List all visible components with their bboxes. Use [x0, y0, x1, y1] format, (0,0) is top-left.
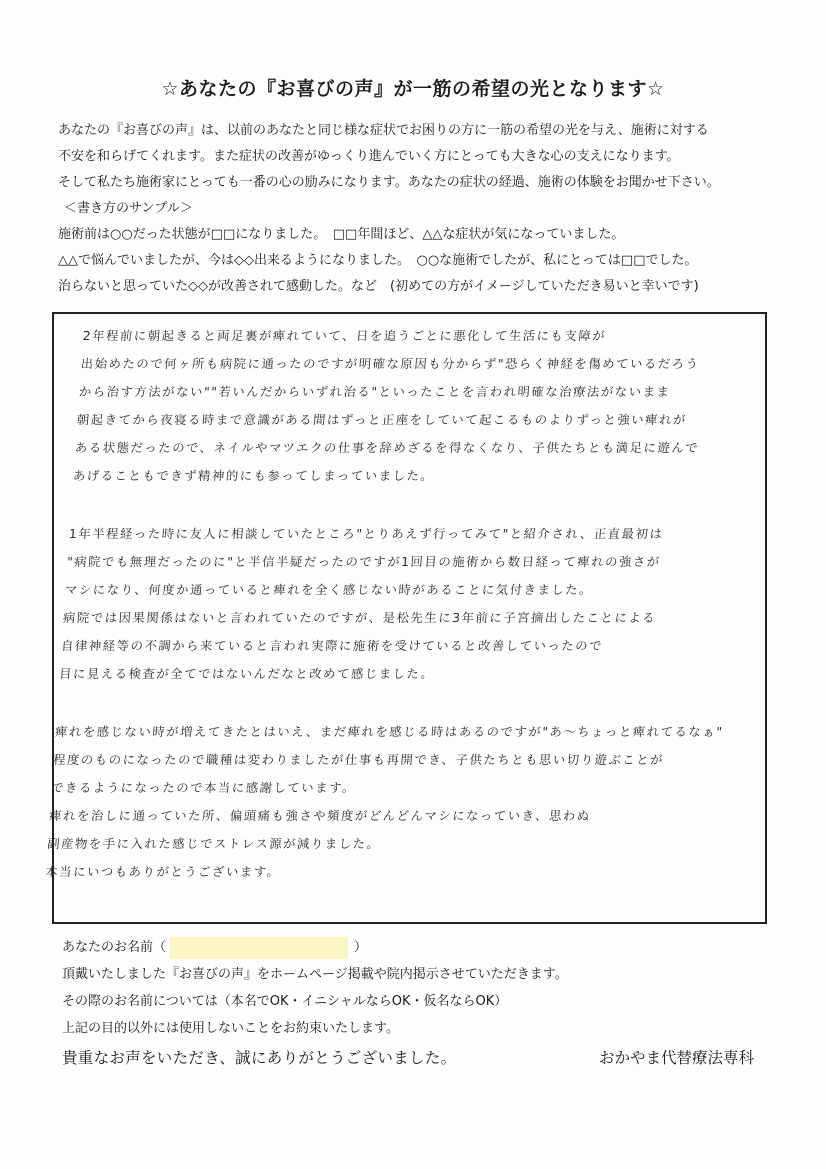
handwritten-line: 出始めたので何ヶ所も病院に通ったのですが明確な原因も分からず"恐らく神経を傷めているだろう — [80, 357, 701, 371]
intro-section — [58, 118, 778, 300]
handwritten-line: 自律神経等の不調から来ていると言われ実際に施術を受けていると改善していったので — [60, 639, 604, 653]
handwritten-line: 副産物を手に入れた感じでストレス源が減りました。 — [46, 837, 381, 851]
closing-section — [62, 1046, 762, 1068]
intro-line: そして私たち施術家にとっても一番の心の励みになります。あなたの症状の経過、施術の体験をお聞かせ下さい。 — [58, 175, 720, 190]
handwritten-line: ある状態だったので、ネイルやマツエクの仕事を辞めざるを得なくなり、子供たちとも満足に遊んで — [74, 441, 700, 455]
handwritten-line: マシになり、何度か通っていると痺れを全く感じない時があることに気付きました。 — [64, 583, 594, 597]
handwritten-line: 痺れを感じない時が増えてきたとはいえ、まだ痺れを感じる時はあるのですが"あ〜ちょっと痺れてるなぁ" — [54, 725, 724, 739]
handwritten-line: 痺れを治しに通っていた所、偏頭痛も強さや頻度がどんどんマシになっていき、思わぬ — [48, 809, 592, 823]
handwritten-line: 程度のものになったので職種は変わりましたが仕事も再開でき、子供たちとも思い切り遊ぶことが — [52, 753, 665, 767]
privacy-line: 上記の目的以外には使用しないことをお約束いたします。 — [62, 1021, 399, 1036]
sample-heading: ＜書き方のサンプル＞ — [64, 201, 193, 216]
testimonial-paragraph — [44, 718, 752, 886]
handwritten-line: 朝起きてから夜寝る時まで意識がある間はずっと正座をしていて起こるものよりずっと強い痺れが — [76, 413, 688, 427]
consent-line: 頂戴いたしました『お喜びの声』をホームページ掲載や院内掲示させていただきます。 — [62, 967, 568, 982]
closing-thanks: 貴重なお声をいただき、誠にありがとうございました。 — [62, 1049, 457, 1067]
name-policy-line: その際のお名前については（本名でOK・イニシャルならOK・仮名ならOK） — [62, 994, 508, 1009]
handwritten-line: 病院では因果関係はないと言われていたのですが、是松先生に3年前に子宮摘出したことによる — [62, 611, 657, 625]
sample-line: 治らないと思っていた◇◇が改善されて感動した。など (初めての方がイメージしていただき易いと幸いです) — [58, 279, 699, 294]
page-title: ☆あなたの『お喜びの声』が一筋の希望の光となります☆ — [161, 78, 665, 100]
handwritten-line: から治す方法がない""若いんだからいずれ治る"といったことを言われ明確な治療法がないまま — [78, 385, 671, 399]
sample-line: △△で悩んでいましたが、今は◇◇出来るようになりました。 ○○な施術でしたが、私にとっては□□でした。 — [58, 253, 698, 268]
handwritten-line: 本当にいつもありがとうございます。 — [44, 865, 282, 879]
name-label: あなたのお名前（ — [62, 940, 167, 955]
handwritten-line: "病院でも無理だったのに"と半信半疑だったのですが1回目の施術から数日経って痺れの強さが — [66, 555, 662, 569]
handwritten-testimonial — [42, 322, 780, 916]
name-label-close: ） — [354, 940, 368, 955]
name-row — [62, 934, 782, 961]
testimonial-paragraph — [72, 322, 780, 490]
handwritten-line: 2年程前に朝起きると両足裏が痺れていて、日を追うごとに悪化して生活にも支障が — [82, 329, 607, 343]
handwritten-line: あげることもできず精神的にも参ってしまっていました。 — [72, 469, 435, 483]
handwritten-line: 1年半程経った時に友人に相談していたところ"とりあえず行ってみて"と紹介され、正直最初は — [68, 527, 664, 541]
testimonial-paragraph — [58, 520, 766, 688]
name-field[interactable] — [170, 937, 348, 959]
intro-line: あなたの『お喜びの声』は、以前のあなたと同じ様な症状でお困りの方に一筋の希望の光を与え、施術に対する — [58, 123, 709, 138]
testimonial-box — [44, 312, 767, 924]
footer-section — [62, 934, 782, 1042]
handwritten-line: 目に見える検査が全てではないんだなと改めて感じました。 — [58, 667, 435, 681]
handwritten-line: できるようになったので本当に感謝しています。 — [50, 781, 357, 795]
sample-line: 施術前は○○だった状態が□□になりました。 □□年間ほど、△△な症状が気になっていました。 — [58, 227, 625, 242]
intro-line: 不安を和らげてくれます。また症状の改善がゆっくり進んでいく方にとっても大きな心の支えになります。 — [58, 149, 680, 164]
clinic-name: おかやま代替療法専科 — [598, 1049, 754, 1067]
